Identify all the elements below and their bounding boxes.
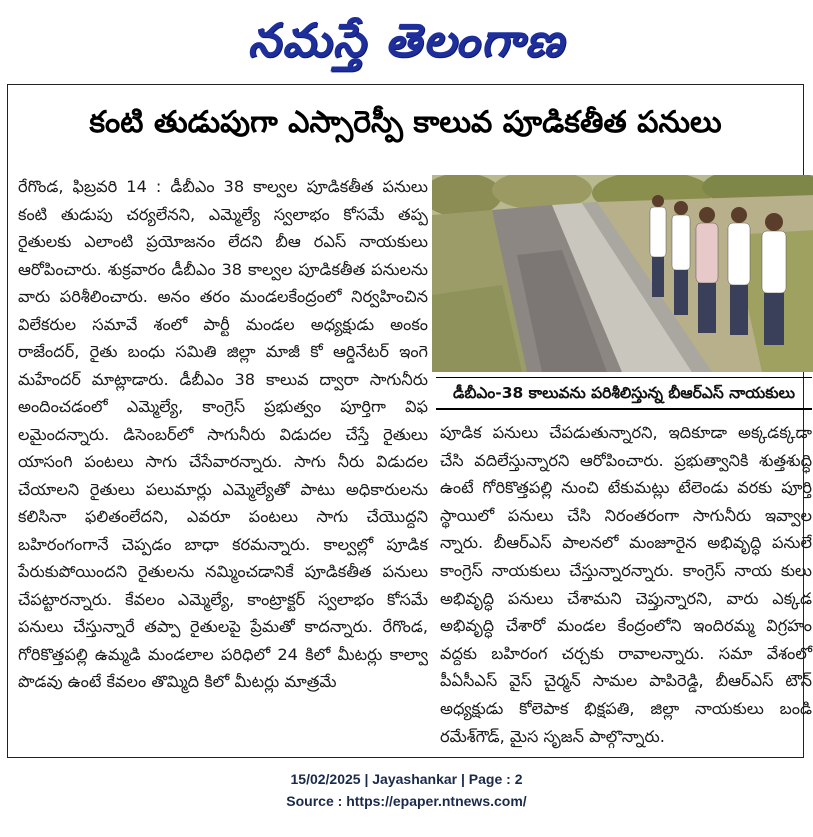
article-body-right-column: పూడిక పనులు చేపడుతున్నారని, ఇదికూడా అక్కడక్కడా చేసి వదిలేస్తున్నారని ఆరోపించారు. ప్రభుత్వానికి శుత్తశుద్ధి ఉంటే గోరికొత్తపల్లి నుంచి టేకుమట్లు టేలెండు వరకు పూర్తి స్థాయిలో పనులు చేసి నిరంతరంగా సాగునీరు ఇవ్వాల న్నారు. బీఆర్‌ఎస్ పాలనలో మంజూరైన అభివృద్ధి పనులే కాంగ్రెస్ నాయకులు చేస్తున్నారన్నారు. కాంగ్రెస్ నాయ కులు అభివృద్ధి పనులు చేశామని చెప్తున్నారని, వారు ఎక్కడ అభివృద్ధి చేశారో మండల కేంద్రంలోని ఇందిరమ్మ విగ్రహం వద్దకు బహిరంగ చర్చకు రావాలన్నారు. సమా వేశంలో పీఏసీఎస్ వైస్ చైర్మన్ సామల పాపిరెడ్డి, బీఆర్‌ఎస్ టౌన్ అధ్యక్షుడు కోలెపాక భిక్షపతి, జిల్లా నాయకులు బండి రమేశ్‌గౌడ్, మైస సృజన్ పాల్గొన్నారు. [440,423,812,746]
source-link[interactable]: Source : https://epaper.ntnews.com/ [286,793,527,809]
article-clipping [7,84,812,758]
masthead [0,0,813,84]
photo-caption: డీబీఎం-38 కాలువను పరిశీలిస్తున్న బీఆర్‌ఎస్ నాయకులు [436,377,812,410]
newspaper-logo: నమస్తే తెలంగాణ [247,13,566,67]
edition-info: 15/02/2025 | Jayashankar | Page : 2 [290,771,523,787]
page-footer [0,768,813,812]
article-body-left-column: రేగొండ, ఫిబ్రవరి 14 : డీబీఎం 38 కాల్వల పూడికతీత పనులు కంటి తుడుపు చర్యలేనని, ఎమ్మెల్యే స్వలాభం కోసమే తప్ప రైతులకు ఎలాంటి ప్రయోజనం లేదని బీఆ రఎస్ నాయకులు ఆరోపించారు. శుక్రవారం డీబీఎం 38 కాల్వల పూడికతీత పనులను వారు పరిశీలించారు. అనం తరం మండలకేంద్రంలో నిర్వహించిన విలేకరుల సమావే శంలో పార్టీ మండల అధ్యక్షుడు అంకం రాజేందర్, రైతు బంధు సమితి జిల్లా మాజీ కో ఆర్డినేటర్ ఇంగె మహేందర్ మాట్లాడారు. డీబీఎం 38 కాలువ ద్వారా సాగునీరు అందించడంలో ఎమ్మెల్యే, కాంగ్రెస్ ప్రభుత్వం పూర్తిగా విఫ లమైందన్నారు. డిసెంబర్‌లో సాగునీరు విడుదల చేస్తే రైతులు యాసంగి పంటలు సాగు చేసేవారన్నారు. సాగు నీరు విడుదల చేయాలని రైతులు పలుమార్లు ఎమ్మెల్యేతో పాటు అధికారులను కలిసినా ఫలితంలేదని, ఎవరూ పంటలు సాగు చేయొద్దని బహిరంగంగానే చెప్పడం బాధా కరమన్నారు. కాల్వల్లో పూడిక పేరుకుపోయిందని రైతులను నమ్మించడానికే పూడికతీత పనులు చేపట్టారన్నారు. కేవలం ఎమ్మెల్యే, కాంట్రాక్టర్ స్వలాభం కోసమే పనులు చేస్తున్నారే తప్పా రైతులపై ప్రేమతో కాదన్నారు. రేగొండ, గోరికొత్తపల్లి ఉమ్మడి మండలాల పరిధిలో 24 కిలో మీటర్లు కాల్వా పొడవు ఉంటే కేవలం తొమ్మిది కిలో మీటర్లు మాత్రమే [18,177,428,691]
article-photo [432,175,813,372]
article-headline: కంటి తుడుపుగా ఎస్సారెస్పీ కాలువ పూడికతీత పనులు [89,105,722,140]
canal-inspection-photo [432,175,813,372]
